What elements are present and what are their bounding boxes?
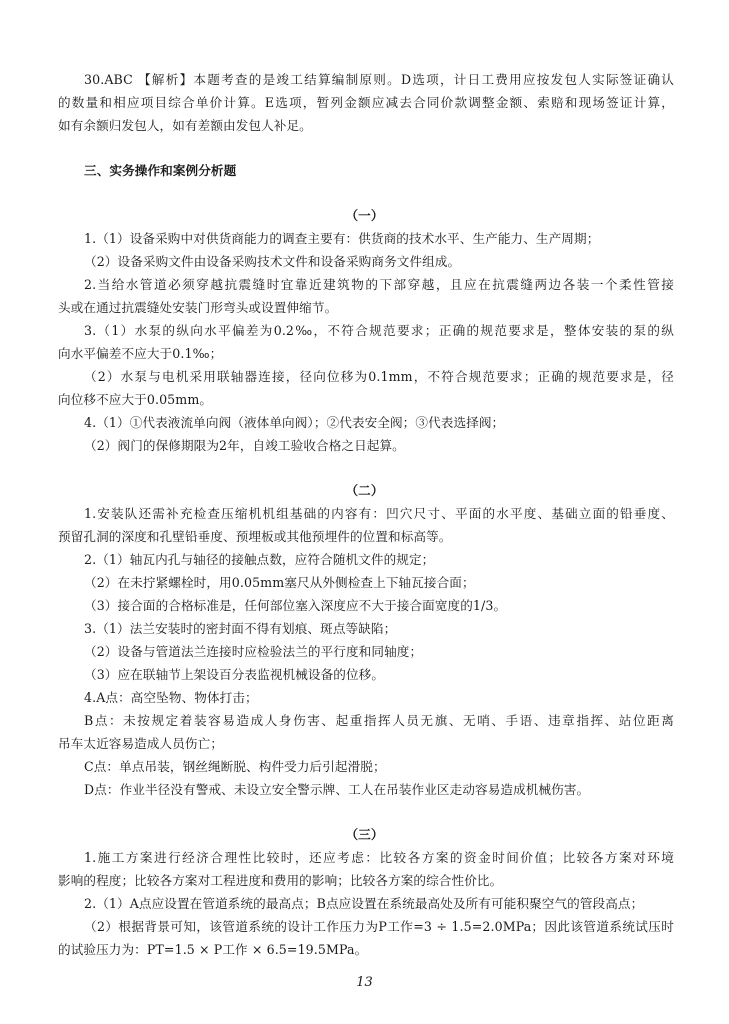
section-title: 三、实务操作和案例分析题	[84, 163, 237, 178]
part1-line-10: （2）阀门的保修期限为2年，自竣工验收合格之日起算。	[84, 438, 405, 453]
intro-line-1: 30.ABC 【解析】本题考查的是竣工结算编制原则。D选项，计日工费用应按发包人实际签证确认	[84, 72, 674, 87]
intro-line-3: 如有余额归发包人，如有差额由发包人补足。	[58, 118, 312, 133]
part3-line-4: （2）根据背景可知，该管道系统的设计工作压力为P工作=3 ÷ 1.5=2.0MPa；因此该管道系统试压时	[84, 919, 674, 934]
part2-line-13: D点：作业半径没有警戒、未设立安全警示牌、工人在吊装作业区走动容易造成机械伤害。	[84, 782, 590, 797]
part2-line-3: 2.（1）轴瓦内孔与轴径的接触点数，应符合随机文件的规定；	[84, 552, 435, 567]
intro-line-2: 的数量和相应项目综合单价计算。E选项，暂列金额应减去合同价款调整金额、索赔和现场签证计算，	[58, 95, 674, 110]
part1-line-5: 3.（1）水泵的纵向水平偏差为0.2‰，不符合规范要求；正确的规范要求是，整体安装的泵的纵	[84, 323, 674, 338]
part2-line-9: 4.A点：高空坠物、物体打击；	[84, 690, 258, 705]
part3-line-3: 2.（1）A点应设置在管道系统的最高点；B点应设置在系统最高处及所有可能积聚空气的管段高点；	[84, 896, 644, 911]
page-number: 13	[356, 975, 373, 990]
part2-line-10: B点：未按规定着装容易造成人身伤害、起重指挥人员无旗、无哨、手语、违章指挥、站位距离	[84, 713, 674, 728]
part2-line-8: （3）应在联轴节上架设百分表监视机械设备的位移。	[84, 667, 385, 682]
part2-title: （二）	[345, 483, 384, 498]
part1-line-8: 向位移不应大于0.05mm。	[58, 392, 213, 407]
part2-line-5: （3）接合面的合格标准是，任何部位塞入深度应不大于接合面宽度的1/3。	[84, 598, 507, 613]
part2-line-12: C点：单点吊装，钢丝绳断脱、构件受力后引起滑脱；	[84, 759, 386, 774]
part1-line-3: 2.当给水管道必须穿越抗震缝时宜靠近建筑物的下部穿越，且应在抗震缝两边各装一个柔性管接	[84, 277, 674, 292]
part3-title: （三）	[345, 827, 384, 842]
part2-line-4: （2）在未拧紧螺栓时，用0.05mm塞尺从外侧检查上下轴瓦接合面；	[84, 575, 475, 590]
part1-line-6: 向水平偏差不应大于0.1‰；	[58, 346, 223, 361]
part2-line-1: 1.安装队还需补充检查压缩机机组基础的内容有：凹穴尺寸、平面的水平度、基础立面的铅垂度、	[84, 506, 674, 521]
part1-title: （一）	[345, 208, 384, 223]
part2-line-6: 3.（1）法兰安装时的密封面不得有划痕、斑点等缺陷；	[84, 621, 397, 636]
part1-line-4: 头或在通过抗震缝处安装门形弯头或设置伸缩节。	[58, 300, 338, 315]
part1-line-7: （2）水泵与电机采用联轴器连接，径向位移为0.1mm，不符合规范要求；正确的规范要求是，径	[84, 369, 674, 384]
part3-line-5: 的试验压力为：PT=1.5 × P工作 × 6.5=19.5MPa。	[58, 942, 368, 957]
part3-line-2: 影响的程度；比较各方案对工程进度和费用的影响；比较各方案的综合性价比。	[58, 873, 503, 888]
part1-line-9: 4.（1）①代表液流单向阀（液体单向阀）；②代表安全阀；③代表选择阀；	[84, 415, 505, 430]
part2-line-2: 预留孔洞的深度和孔壁铅垂度、预埋板或其他预埋件的位置和标高等。	[58, 529, 452, 544]
part1-line-1: 1.（1）设备采购中对供货商能力的调查主要有：供货商的技术水平、生产能力、生产周期；	[84, 231, 600, 246]
part2-line-7: （2）设备与管道法兰连接时应检验法兰的平行度和同轴度；	[84, 644, 423, 659]
part1-line-2: （2）设备采购文件由设备采购技术文件和设备采购商务文件组成。	[84, 254, 461, 269]
part3-line-1: 1.施工方案进行经济合理性比较时，还应考虑：比较各方案的资金时间价值；比较各方案对环境	[84, 850, 674, 865]
part2-line-11: 吊车太近容易造成人员伤亡；	[58, 736, 224, 751]
